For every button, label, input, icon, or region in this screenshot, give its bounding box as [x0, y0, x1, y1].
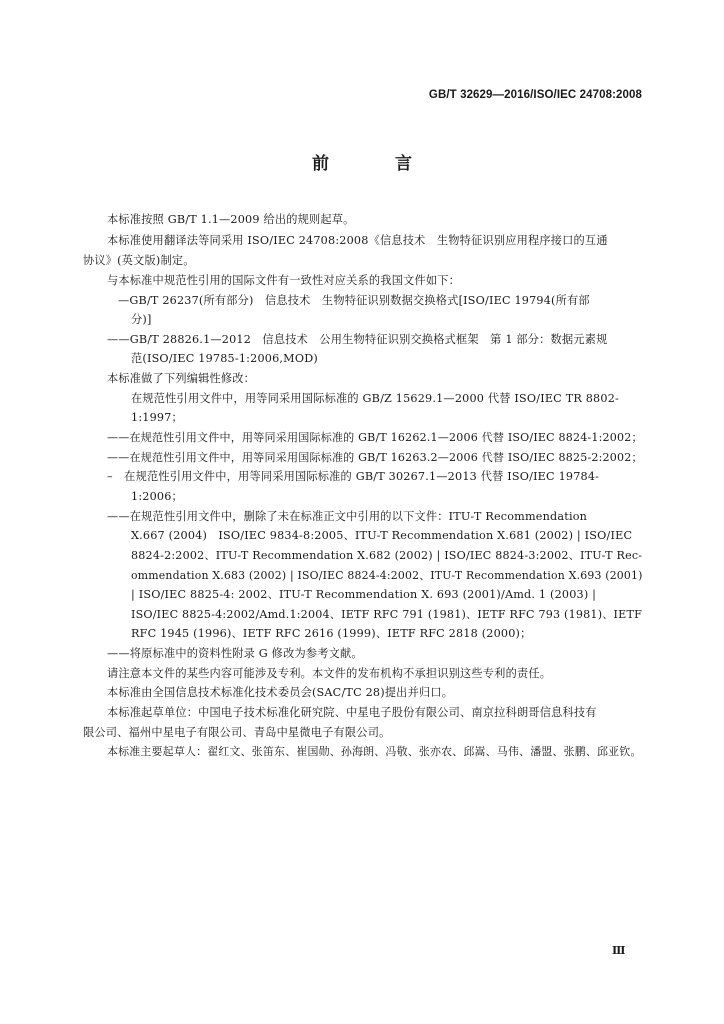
text-line: 本标准主要起草人：翟红文、张笛东、崔国勋、孙海朗、冯敬、张亦农、邱嵩、马伟、潘盟、张鹏、邱亚钦。: [107, 745, 642, 758]
text-line: – 在规范性引用文件中，用等同采用国际标准的 GB/T 30267.1—2013 代替 ISO/IEC 19784-: [107, 470, 600, 483]
text-line: | ISO/IEC 8825-4: 2002、ITU-T Recommendation X. 693 (2001)/Amd. 1 (2003) |: [131, 588, 597, 601]
text-line: ——在规范性引用文件中，删除了未在标准正文中引用的以下文件：ITU-T Recommendation: [107, 510, 588, 523]
text-line: 分)]: [131, 313, 152, 326]
text-line: ——GB/T 28826.1—2012 信息技术 公用生物特征识别交换格式框架 第 1 部分：数据元素规: [107, 333, 608, 346]
text-line: 本标准起草单位：中国电子技术标准化研究院、中星电子股份有限公司、南京拉科朗哥信息科技有: [107, 706, 597, 719]
text-line: RFC 1945 (1996)、IETF RFC 2616 (1999)、IETF RFC 2818 (2000)；: [131, 627, 532, 640]
text-line: ISO/IEC 8825-4:2002/Amd.1:2004、IETF RFC 791 (1981)、IETF RFC 793 (1981)、IETF: [131, 608, 643, 621]
text-line: 本标准做了下列编辑性修改：: [107, 372, 256, 385]
page-number: Ⅲ: [612, 944, 626, 957]
text-line: ——将原标准中的资料性附录 G 修改为参考文献。: [107, 647, 363, 660]
standard-number: GB/T 32629—2016/ISO/IEC 24708:2008: [428, 89, 642, 101]
text-line: 与本标准中规范性引用的国际文件有一致性对应关系的我国文件如下：: [107, 274, 461, 287]
text-line: 协议》(英文版)制定。: [83, 254, 195, 267]
text-line: 限公司、福州中星电子有限公司、青岛中星微电子有限公司。: [83, 726, 391, 739]
text-line: 8824-2:2002、ITU-T Recommendation X.682 (2002) | ISO/IEC 8824-3:2002、ITU-T Rec-: [131, 549, 643, 562]
text-line: X.667 (2004) ISO/IEC 9834-8:2005、ITU-T Recommendation X.681 (2002) | ISO/IEC: [131, 529, 633, 542]
text-line: 本标准使用翻译法等同采用 ISO/IEC 24708:2008《信息技术 生物特征识别应用程序接口的互通: [107, 234, 608, 247]
text-line: ommendation X.683 (2002) | ISO/IEC 8824-4:2002、ITU-T Recommendation X.693 (2001): [131, 569, 643, 582]
text-line: 请注意本文件的某些内容可能涉及专利。本文件的发布机构不承担识别这些专利的责任。: [107, 667, 552, 680]
text-line: 本标准由全国信息技术标准化技术委员会(SAC/TC 28)提出并归口。: [107, 686, 454, 699]
text-line: 范(ISO/IEC 19785-1:2006,MOD): [131, 352, 318, 365]
text-line: —GB/T 26237(所有部分) 信息技术 生物特征识别数据交换格式[ISO/IEC 19794(所有部: [118, 294, 590, 307]
text-line: 在规范性引用文件中，用等同采用国际标准的 GB/Z 15629.1—2000 代替 ISO/IEC TR 8802-: [131, 392, 619, 405]
text-line: 本标准按照 GB/T 1.1—2009 给出的规则起草。: [107, 213, 355, 226]
page-title: 前 言: [312, 154, 442, 174]
text-line: ——在规范性引用文件中，用等同采用国际标准的 GB/T 16263.2—2006 代替 ISO/IEC 8825-2:2002；: [107, 451, 643, 464]
text-line: 1:1997；: [131, 411, 183, 424]
text-line: ——在规范性引用文件中，用等同采用国际标准的 GB/T 16262.1—2006 代替 ISO/IEC 8824-1:2002；: [107, 431, 643, 444]
text-line: 1:2006；: [131, 490, 183, 503]
